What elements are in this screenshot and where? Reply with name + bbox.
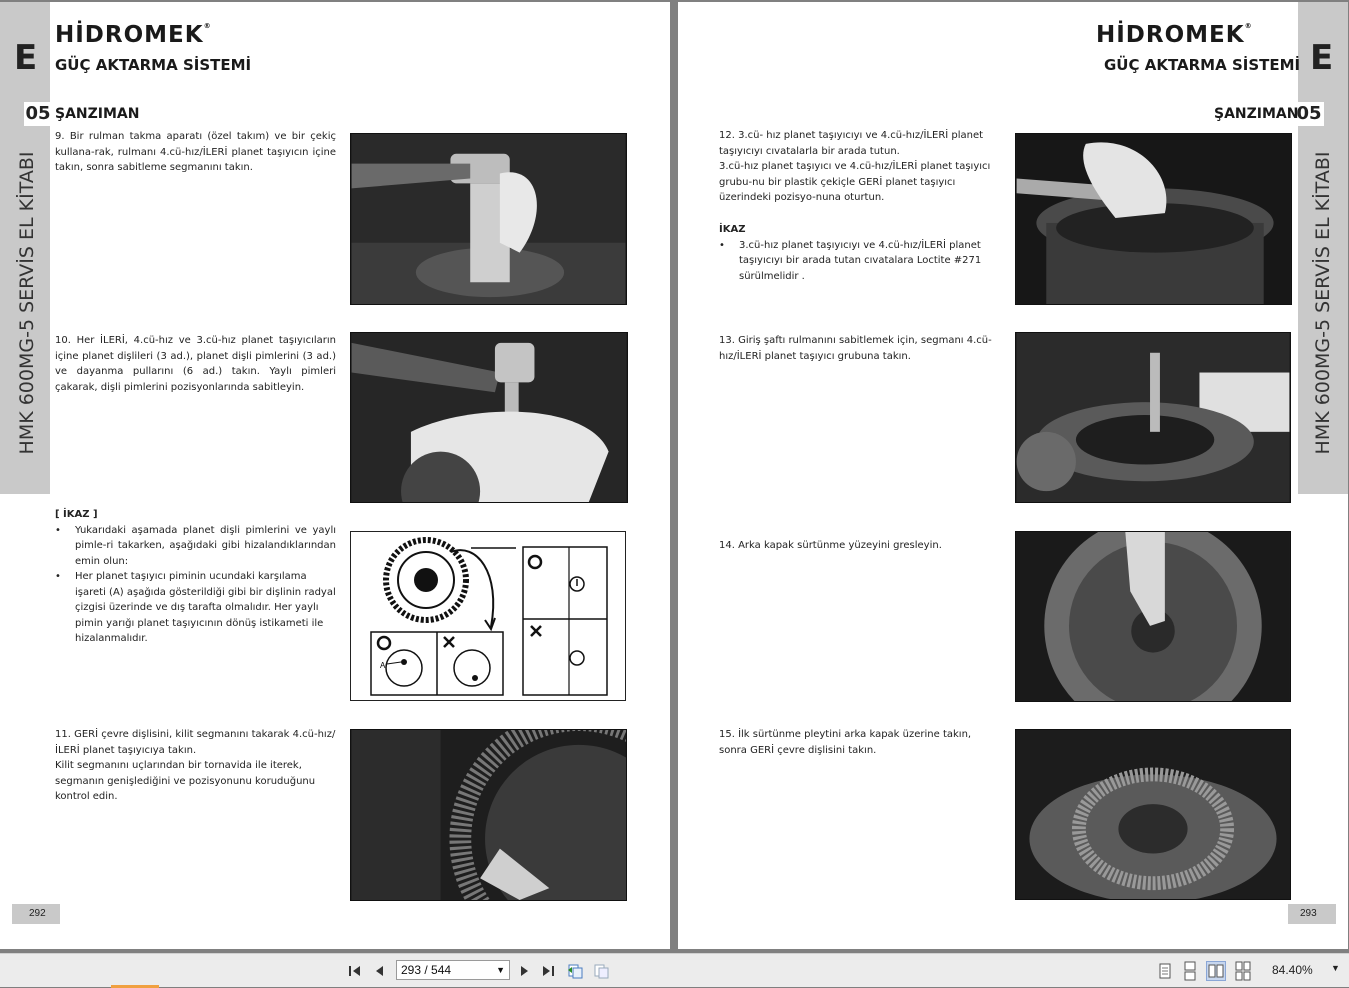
viewer-toolbar: [0, 953, 1349, 987]
side-title: HMK 600MG-5 SERVİS EL KİTABI: [16, 151, 38, 455]
next-page-icon[interactable]: [515, 962, 533, 980]
warning-item: • Yukarıdaki aşamada planet dişli pimlerini ve yaylı pimle-ri takarken, aşağıdaki gibi hizalandıklarından emin olun:: [55, 523, 336, 570]
go-back-icon[interactable]: [566, 962, 584, 980]
step-12-text: 12. 3.cü- hız planet taşıyıcıyı ve 4.cü-hız/İLERİ planet taşıyıcıyı cıvatalarla bir arada tutun. 3.cü-hız planet taşıyıcı ve 4.cü-hız/İLERİ planet taşıyıcı grubu-nu bir plastik çekiçle GERİ planet taşıyıcı üzerindeki pozisyo-nuna oturtun.: [719, 130, 991, 203]
step-13-text: 13. Giriş şaftı rulmanını sabitlemek için, segmanı 4.cü-hız/İLERİ planet taşıyıcı grubuna takın.: [719, 335, 992, 362]
step-14-text: 14. Arka kapak sürtünme yüzeyini gresleyin.: [719, 540, 942, 551]
chapter-letter: E: [1310, 38, 1334, 78]
single-page-view-icon[interactable]: [1155, 961, 1175, 981]
page-292: [0, 2, 670, 949]
continuous-two-page-icon[interactable]: [1233, 961, 1253, 981]
hidromek-logo: HİDROMEK®: [1096, 22, 1253, 48]
two-page-view-icon[interactable]: [1206, 961, 1226, 981]
page-number-input[interactable]: [396, 960, 510, 980]
alignment-diagram: [350, 531, 626, 701]
go-forward-icon[interactable]: [592, 962, 610, 980]
page-number: 293: [1300, 908, 1317, 919]
chapter-letter: E: [14, 38, 38, 78]
step-15-text: 15. İlk sürtünme pleytini arka kapak üzerine takın, sonra GERİ çevre dişlisini takın.: [719, 729, 972, 756]
photo-step-9: [350, 133, 627, 305]
photo-step-15: [1015, 729, 1291, 900]
photo-step-10: [350, 332, 628, 503]
photo-step-12: [1015, 133, 1292, 305]
page-dropdown-icon[interactable]: ▼: [496, 965, 505, 975]
header-subtitle: GÜÇ AKTARMA SİSTEMİ: [1104, 56, 1301, 74]
side-title: HMK 600MG-5 SERVİS EL KİTABI: [1312, 151, 1334, 455]
photo-step-11: [350, 729, 627, 901]
chapter-number: 05: [1294, 102, 1324, 126]
warning-item: • 3.cü-hız planet taşıyıcıyı ve 4.cü-hız/İLERİ planet taşıyıcıyı bir arada tutan cıvatalara Loctite #271 sürülmelidir .: [719, 238, 997, 285]
prev-page-icon[interactable]: [371, 962, 389, 980]
section-title: ŞANZIMAN: [1214, 106, 1299, 122]
warning-block-left: [55, 507, 336, 647]
marker-a-label: A: [380, 661, 386, 670]
hidromek-logo: HİDROMEK®: [55, 22, 212, 48]
chapter-number: 05: [25, 103, 51, 124]
zoom-dropdown-icon[interactable]: ▼: [1331, 963, 1340, 973]
last-page-icon[interactable]: [539, 962, 557, 980]
continuous-view-icon[interactable]: [1180, 961, 1200, 981]
warning-title: İKAZ: [719, 224, 746, 235]
step-11-text: 11. GERİ çevre dişlisini, kilit segmanını takarak 4.cü-hız/İLERİ planet taşıyıcıya takın. Kilit segmanını uçlarından bir tornavida ile iterek, segmanın genişlediğini ve pozisyonunu koruduğunu kontrol edin.: [55, 729, 336, 802]
warning-block-right: [719, 222, 997, 284]
page-field-value: 293 / 544: [401, 963, 452, 977]
first-page-icon[interactable]: [346, 962, 364, 980]
step-10-text: 10. Her İLERİ, 4.cü-hız ve 3.cü-hız planet taşıyıcıların içine planet dişlileri (3 ad.), planet dişli pimlerini (3 ad.) ve dayanma pullarını (6 ad.) takın. Yaylı pimleri çakarak, dişli pimlerini pozisyonlarında sabitleyin.: [55, 335, 336, 393]
warning-item: • Her planet taşıyıcı piminin ucundaki karşılama işareti (A) aşağıda gösterildiği gibi bir dişlinin radyal çizgisi üzerinde ve dış tarafta olmalıdır. Her yaylı pimin yarığı planet taşıyıcının dönüş istikameti ile hizalanmalıdır.: [55, 569, 336, 647]
zoom-level[interactable]: 84.40%: [1272, 963, 1313, 977]
header-subtitle: GÜÇ AKTARMA SİSTEMİ: [55, 56, 252, 74]
section-title: ŞANZIMAN: [55, 106, 140, 122]
page-293: [678, 2, 1348, 949]
page-number: 292: [29, 908, 46, 919]
photo-step-13: [1015, 332, 1291, 503]
photo-step-14: [1015, 531, 1291, 702]
warning-title: [ İKAZ ]: [55, 509, 98, 520]
step-9-text: 9. Bir rulman takma aparatı (özel takım) ve bir çekiç kullana-rak, rulmanı 4.cü-hız/İLERİ planet taşıyıcın içine takın, sonra sabitleme segmanını takın.: [55, 131, 336, 173]
